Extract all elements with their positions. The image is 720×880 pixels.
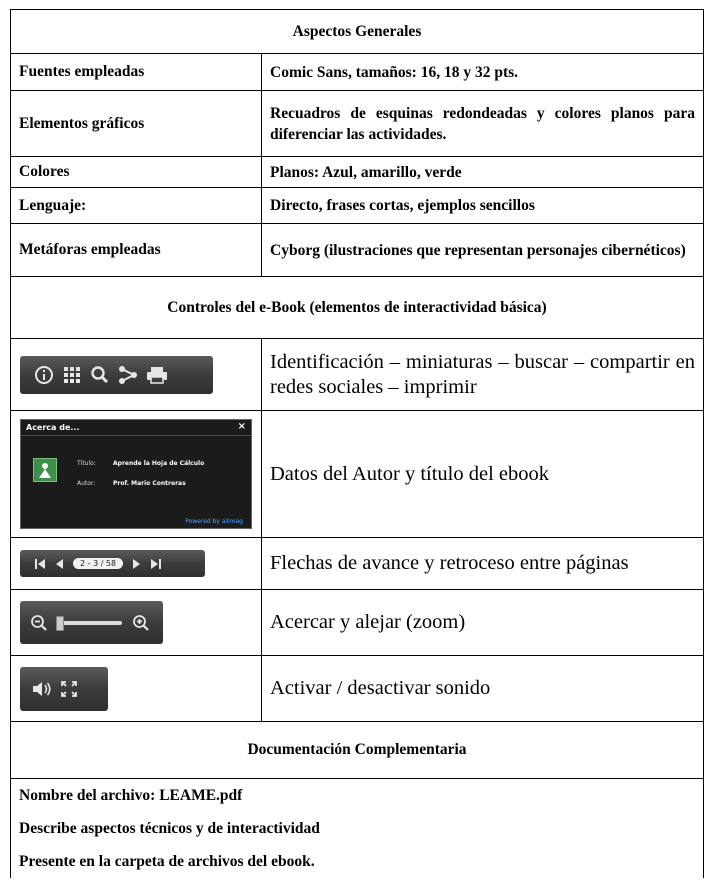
control-image-cell xyxy=(11,339,262,411)
control-image-cell xyxy=(11,590,262,656)
row-value: Comic Sans, tamaños: 16, 18 y 32 pts. xyxy=(262,54,704,91)
row-value: Planos: Azul, amarillo, verde xyxy=(262,157,704,188)
table-row xyxy=(11,339,704,411)
print-icon xyxy=(146,365,168,385)
control-description: Flechas de avance y retroceso entre páginas xyxy=(262,538,704,590)
row-label: Metáforas empleadas xyxy=(11,224,262,277)
table-row xyxy=(11,54,704,91)
docs-line: Describe aspectos técnicos y de interactividad xyxy=(19,820,320,837)
section-row-docs xyxy=(11,722,704,779)
section-title-general: Aspectos Generales xyxy=(11,10,704,54)
first-page-icon xyxy=(34,558,46,570)
thumbnails-icon xyxy=(62,365,82,385)
control-image-cell xyxy=(11,411,262,538)
about-dialog-title: Acerca de... xyxy=(26,423,80,432)
docs-box xyxy=(10,779,704,878)
ebook-logo xyxy=(33,458,57,482)
table-row xyxy=(11,157,704,188)
volume-icon xyxy=(32,681,52,697)
author-label: Autor: xyxy=(77,480,96,487)
pager-image xyxy=(20,550,205,577)
control-description: Datos del Autor y título del ebook xyxy=(262,411,704,538)
fullscreen-icon xyxy=(60,680,78,698)
table-row xyxy=(11,411,704,538)
table-row xyxy=(11,590,704,656)
table-row xyxy=(11,656,704,722)
row-value: Recuadros de esquinas redondeadas y colores planos para diferenciar las actividades. xyxy=(262,91,704,157)
powered-by-link: Powered by aXmag xyxy=(185,518,243,525)
title-value: Aprende la Hoja de Cálculo xyxy=(113,460,205,467)
sound-image xyxy=(20,667,108,711)
info-icon xyxy=(34,365,54,385)
share-icon xyxy=(118,365,138,385)
close-icon: × xyxy=(237,421,246,432)
zoom-image xyxy=(20,601,163,644)
section-title-controls: Controles del e-Book (elementos de interactividad básica) xyxy=(11,277,704,339)
spec-table xyxy=(10,9,704,779)
row-label: Elementos gráficos xyxy=(11,91,262,157)
control-description: Activar / desactivar sonido xyxy=(262,656,704,722)
zoom-slider xyxy=(58,621,122,625)
search-icon xyxy=(90,365,110,385)
control-description: Acercar y alejar (zoom) xyxy=(262,590,704,656)
zoom-slider-knob xyxy=(56,616,64,631)
table-row xyxy=(11,224,704,277)
row-label: Fuentes empleadas xyxy=(11,54,262,91)
row-value: Cyborg (ilustraciones que representan personajes cibernéticos) xyxy=(262,224,704,277)
docs-line: Presente en la carpeta de archivos del ebook. xyxy=(19,853,315,870)
control-description: Identificación – miniaturas – buscar – compartir en redes sociales – imprimir xyxy=(262,339,704,411)
control-image-cell xyxy=(11,656,262,722)
section-row-general xyxy=(11,10,704,54)
zoom-out-icon xyxy=(30,614,48,632)
title-label: Título: xyxy=(77,460,96,467)
table-row xyxy=(11,188,704,224)
section-row-controls xyxy=(11,277,704,339)
docs-line: Nombre del archivo: LEAME.pdf xyxy=(19,787,243,804)
page-indicator: 2 - 3 / 58 xyxy=(73,558,123,569)
control-image-cell xyxy=(11,538,262,590)
toolbar-image xyxy=(20,356,213,394)
prev-page-icon xyxy=(54,558,64,570)
row-value: Directo, frases cortas, ejemplos sencillos xyxy=(262,188,704,224)
row-label: Lenguaje: xyxy=(11,188,262,224)
next-page-icon xyxy=(132,558,142,570)
table-row xyxy=(11,538,704,590)
table-row xyxy=(11,91,704,157)
section-title-docs: Documentación Complementaria xyxy=(11,722,704,779)
about-dialog-image xyxy=(20,419,252,529)
divider xyxy=(21,435,251,436)
document xyxy=(10,9,704,878)
author-value: Prof. Mario Contreras xyxy=(113,480,186,487)
row-label: Colores xyxy=(11,157,262,188)
last-page-icon xyxy=(150,558,162,570)
zoom-in-icon xyxy=(132,614,150,632)
